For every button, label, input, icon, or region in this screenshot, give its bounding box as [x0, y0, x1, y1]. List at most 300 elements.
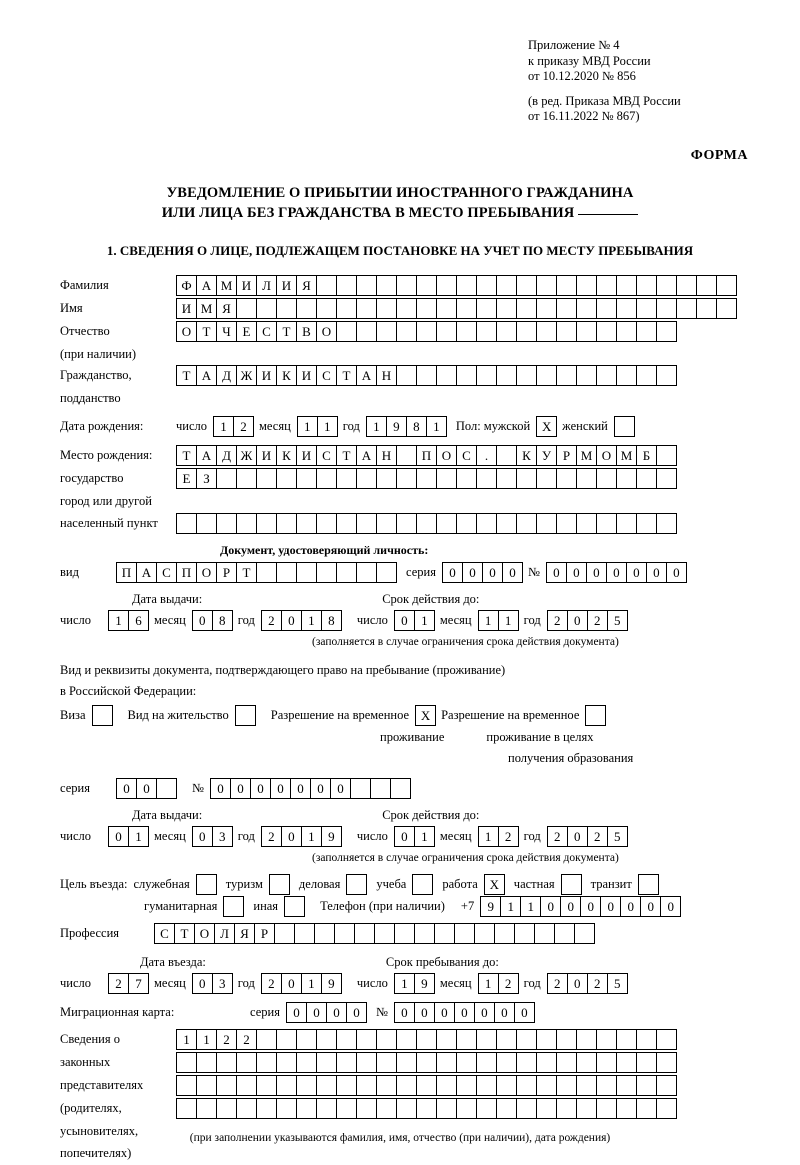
form-cell[interactable]: [696, 275, 717, 296]
form-cell[interactable]: 2: [236, 1029, 257, 1050]
form-cell[interactable]: 0: [310, 778, 331, 799]
form-cell[interactable]: [216, 1075, 237, 1096]
form-cell[interactable]: В: [296, 321, 317, 342]
form-cell[interactable]: [596, 298, 617, 319]
form-cell[interactable]: З: [196, 468, 217, 489]
form-cell[interactable]: [456, 275, 477, 296]
form-cell[interactable]: [396, 321, 417, 342]
form-cell[interactable]: [376, 513, 397, 534]
form-cell[interactable]: [676, 298, 697, 319]
form-cell[interactable]: [336, 275, 357, 296]
form-cell[interactable]: [476, 1052, 497, 1073]
form-cell[interactable]: [596, 275, 617, 296]
form-cell[interactable]: [376, 298, 397, 319]
purpose-other-checkbox[interactable]: [284, 896, 304, 917]
form-cell[interactable]: [256, 298, 277, 319]
form-cell[interactable]: [176, 1098, 197, 1119]
doc-valid-year-input[interactable]: [547, 610, 627, 631]
form-cell[interactable]: [284, 896, 305, 917]
form-cell[interactable]: [638, 874, 659, 895]
form-cell[interactable]: [556, 275, 577, 296]
form-cell[interactable]: [556, 1098, 577, 1119]
edu-residence-checkbox[interactable]: [585, 705, 605, 726]
form-cell[interactable]: [296, 468, 317, 489]
purpose-transit-checkbox[interactable]: [638, 874, 658, 895]
form-cell[interactable]: 0: [442, 562, 463, 583]
form-cell[interactable]: [516, 365, 537, 386]
form-cell[interactable]: 0: [546, 562, 567, 583]
purpose-official-checkbox[interactable]: [196, 874, 216, 895]
purpose-tourism-checkbox[interactable]: [269, 874, 289, 895]
form-cell[interactable]: С: [154, 923, 175, 944]
form-cell[interactable]: [516, 1098, 537, 1119]
form-cell[interactable]: Б: [636, 445, 657, 466]
form-cell[interactable]: [316, 275, 337, 296]
form-cell[interactable]: 5: [607, 610, 628, 631]
form-cell[interactable]: [716, 275, 737, 296]
name-input[interactable]: [176, 298, 736, 319]
form-cell[interactable]: 2: [261, 973, 282, 994]
form-cell[interactable]: [236, 513, 257, 534]
form-cell[interactable]: [356, 321, 377, 342]
form-cell[interactable]: [476, 513, 497, 534]
form-cell[interactable]: 0: [474, 1002, 495, 1023]
form-cell[interactable]: Я: [216, 298, 237, 319]
form-cell[interactable]: [476, 321, 497, 342]
form-cell[interactable]: 0: [600, 896, 621, 917]
form-cell[interactable]: [176, 513, 197, 534]
form-cell[interactable]: [456, 1052, 477, 1073]
form-cell[interactable]: Л: [256, 275, 277, 296]
form-cell[interactable]: [236, 1098, 257, 1119]
form-cell[interactable]: 0: [567, 610, 588, 631]
form-cell[interactable]: [636, 468, 657, 489]
form-cell[interactable]: [356, 1052, 377, 1073]
form-cell[interactable]: [92, 705, 113, 726]
form-cell[interactable]: [276, 1075, 297, 1096]
form-cell[interactable]: [614, 416, 635, 437]
permission-series-input[interactable]: [116, 778, 176, 799]
form-cell[interactable]: [256, 1052, 277, 1073]
form-cell[interactable]: [456, 468, 477, 489]
form-cell[interactable]: [436, 1075, 457, 1096]
perm-valid-month-input[interactable]: [478, 826, 518, 847]
form-cell[interactable]: [316, 1052, 337, 1073]
form-cell[interactable]: [416, 365, 437, 386]
form-cell[interactable]: 0: [306, 1002, 327, 1023]
form-cell[interactable]: [516, 513, 537, 534]
form-cell[interactable]: [256, 562, 277, 583]
form-cell[interactable]: [516, 298, 537, 319]
form-cell[interactable]: [496, 365, 517, 386]
doc-series-input[interactable]: [442, 562, 522, 583]
form-cell[interactable]: 1: [317, 416, 338, 437]
form-cell[interactable]: [561, 874, 582, 895]
legal-rep-input-2[interactable]: [176, 1052, 676, 1073]
form-cell[interactable]: [356, 275, 377, 296]
form-cell[interactable]: [256, 468, 277, 489]
migration-series-input[interactable]: [286, 1002, 366, 1023]
form-cell[interactable]: [456, 1075, 477, 1096]
form-cell[interactable]: [516, 275, 537, 296]
form-cell[interactable]: [496, 1075, 517, 1096]
form-cell[interactable]: 0: [281, 610, 302, 631]
form-cell[interactable]: 0: [394, 826, 415, 847]
form-cell[interactable]: [436, 1029, 457, 1050]
form-cell[interactable]: 2: [261, 610, 282, 631]
form-cell[interactable]: 1: [196, 1029, 217, 1050]
form-cell[interactable]: [316, 298, 337, 319]
form-cell[interactable]: 2: [498, 826, 519, 847]
form-cell[interactable]: [436, 298, 457, 319]
form-cell[interactable]: 0: [540, 896, 561, 917]
phone-input[interactable]: [480, 896, 680, 917]
form-cell[interactable]: [496, 321, 517, 342]
sex-female-checkbox[interactable]: [614, 416, 634, 437]
form-cell[interactable]: [596, 1075, 617, 1096]
form-cell[interactable]: [276, 468, 297, 489]
form-cell[interactable]: [574, 923, 595, 944]
form-cell[interactable]: [616, 365, 637, 386]
form-cell[interactable]: 6: [128, 610, 149, 631]
form-cell[interactable]: [294, 923, 315, 944]
form-cell[interactable]: [236, 468, 257, 489]
form-cell[interactable]: [516, 321, 537, 342]
form-cell[interactable]: 0: [454, 1002, 475, 1023]
form-cell[interactable]: А: [356, 445, 377, 466]
form-cell[interactable]: 1: [394, 973, 415, 994]
form-cell[interactable]: 2: [216, 1029, 237, 1050]
form-cell[interactable]: [256, 1029, 277, 1050]
form-cell[interactable]: [514, 923, 535, 944]
form-cell[interactable]: [496, 1052, 517, 1073]
form-cell[interactable]: [276, 513, 297, 534]
form-cell[interactable]: [236, 298, 257, 319]
form-cell[interactable]: [536, 365, 557, 386]
form-cell[interactable]: 1: [478, 826, 499, 847]
form-cell[interactable]: П: [416, 445, 437, 466]
form-cell[interactable]: [350, 778, 371, 799]
form-cell[interactable]: Н: [376, 445, 397, 466]
form-cell[interactable]: [456, 298, 477, 319]
form-cell[interactable]: А: [356, 365, 377, 386]
form-cell[interactable]: [416, 468, 437, 489]
form-cell[interactable]: Я: [234, 923, 255, 944]
form-cell[interactable]: 3: [212, 826, 233, 847]
form-cell[interactable]: [456, 513, 477, 534]
form-cell[interactable]: [416, 513, 437, 534]
form-cell[interactable]: [396, 1029, 417, 1050]
birthplace-city-input-2[interactable]: [176, 513, 676, 534]
form-cell[interactable]: И: [296, 365, 317, 386]
form-cell[interactable]: [596, 1052, 617, 1073]
form-cell[interactable]: [336, 1029, 357, 1050]
form-cell[interactable]: П: [176, 562, 197, 583]
form-cell[interactable]: [396, 1052, 417, 1073]
form-cell[interactable]: С: [316, 445, 337, 466]
form-cell[interactable]: [576, 321, 597, 342]
form-cell[interactable]: [596, 1029, 617, 1050]
form-cell[interactable]: [656, 1075, 677, 1096]
form-cell[interactable]: [176, 1075, 197, 1096]
form-cell[interactable]: [636, 365, 657, 386]
form-cell[interactable]: [536, 1098, 557, 1119]
form-cell[interactable]: [196, 874, 217, 895]
form-cell[interactable]: Д: [216, 445, 237, 466]
form-cell[interactable]: 1: [176, 1029, 197, 1050]
form-cell[interactable]: [456, 1029, 477, 1050]
form-cell[interactable]: [534, 923, 555, 944]
form-cell[interactable]: [256, 1098, 277, 1119]
form-cell[interactable]: [416, 1029, 437, 1050]
surname-input[interactable]: [176, 275, 736, 296]
form-cell[interactable]: М: [616, 445, 637, 466]
form-cell[interactable]: [396, 468, 417, 489]
form-cell[interactable]: Т: [174, 923, 195, 944]
form-cell[interactable]: [269, 874, 290, 895]
form-cell[interactable]: О: [596, 445, 617, 466]
form-cell[interactable]: [416, 1075, 437, 1096]
form-cell[interactable]: 0: [567, 973, 588, 994]
form-cell[interactable]: [376, 1075, 397, 1096]
form-cell[interactable]: [256, 513, 277, 534]
form-cell[interactable]: [656, 445, 677, 466]
form-cell[interactable]: [434, 923, 455, 944]
form-cell[interactable]: Е: [236, 321, 257, 342]
form-cell[interactable]: [396, 1075, 417, 1096]
form-cell[interactable]: 0: [192, 973, 213, 994]
doc-type-input[interactable]: [116, 562, 396, 583]
purpose-work-checkbox[interactable]: [484, 874, 504, 895]
form-cell[interactable]: 1: [213, 416, 234, 437]
patronymic-input[interactable]: [176, 321, 676, 342]
form-cell[interactable]: 1: [414, 610, 435, 631]
form-cell[interactable]: [536, 321, 557, 342]
form-cell[interactable]: Т: [196, 321, 217, 342]
form-cell[interactable]: [216, 1098, 237, 1119]
form-cell[interactable]: 0: [606, 562, 627, 583]
form-cell[interactable]: Р: [556, 445, 577, 466]
entry-year-input[interactable]: [261, 973, 341, 994]
birthplace-state-input[interactable]: [176, 445, 676, 466]
form-cell[interactable]: [585, 705, 606, 726]
form-cell[interactable]: [636, 321, 657, 342]
form-cell[interactable]: 0: [192, 826, 213, 847]
form-cell[interactable]: [416, 1098, 437, 1119]
form-cell[interactable]: [436, 1098, 457, 1119]
form-cell[interactable]: 0: [270, 778, 291, 799]
form-cell[interactable]: [616, 1052, 637, 1073]
form-cell[interactable]: 0: [290, 778, 311, 799]
form-cell[interactable]: С: [456, 445, 477, 466]
birth-day-input[interactable]: [213, 416, 253, 437]
form-cell[interactable]: [223, 896, 244, 917]
form-cell[interactable]: [416, 321, 437, 342]
form-cell[interactable]: [596, 321, 617, 342]
form-cell[interactable]: 0: [640, 896, 661, 917]
form-cell[interactable]: 0: [502, 562, 523, 583]
entry-month-input[interactable]: [192, 973, 232, 994]
form-cell[interactable]: [236, 1052, 257, 1073]
form-cell[interactable]: 0: [620, 896, 641, 917]
form-cell[interactable]: 8: [406, 416, 427, 437]
form-cell[interactable]: [394, 923, 415, 944]
perm-valid-year-input[interactable]: [547, 826, 627, 847]
form-cell[interactable]: 0: [330, 778, 351, 799]
form-cell[interactable]: [156, 778, 177, 799]
form-cell[interactable]: 2: [108, 973, 129, 994]
form-cell[interactable]: [196, 1052, 217, 1073]
form-cell[interactable]: [636, 1029, 657, 1050]
form-cell[interactable]: Д: [216, 365, 237, 386]
form-cell[interactable]: 7: [128, 973, 149, 994]
form-cell[interactable]: [436, 468, 457, 489]
form-cell[interactable]: 1: [301, 826, 322, 847]
form-cell[interactable]: [476, 1098, 497, 1119]
form-cell[interactable]: [316, 1098, 337, 1119]
form-cell[interactable]: 1: [478, 610, 499, 631]
form-cell[interactable]: [436, 1052, 457, 1073]
form-cell[interactable]: [296, 1098, 317, 1119]
form-cell[interactable]: [536, 513, 557, 534]
perm-issue-month-input[interactable]: [192, 826, 232, 847]
form-cell[interactable]: [576, 1098, 597, 1119]
form-cell[interactable]: [656, 275, 677, 296]
migration-number-input[interactable]: [394, 1002, 534, 1023]
form-cell[interactable]: Ч: [216, 321, 237, 342]
form-cell[interactable]: Т: [336, 365, 357, 386]
form-cell[interactable]: [376, 321, 397, 342]
stay-month-input[interactable]: [478, 973, 518, 994]
form-cell[interactable]: 0: [566, 562, 587, 583]
form-cell[interactable]: 9: [321, 826, 342, 847]
form-cell[interactable]: Т: [236, 562, 257, 583]
form-cell[interactable]: [256, 1075, 277, 1096]
residence-permit-checkbox[interactable]: [235, 705, 255, 726]
form-cell[interactable]: [196, 513, 217, 534]
form-cell[interactable]: Т: [276, 321, 297, 342]
form-cell[interactable]: Р: [254, 923, 275, 944]
form-cell[interactable]: [496, 1098, 517, 1119]
form-cell[interactable]: [496, 298, 517, 319]
form-cell[interactable]: 1: [301, 973, 322, 994]
form-cell[interactable]: [556, 1029, 577, 1050]
form-cell[interactable]: [596, 468, 617, 489]
form-cell[interactable]: 0: [434, 1002, 455, 1023]
form-cell[interactable]: 1: [478, 973, 499, 994]
form-cell[interactable]: [616, 275, 637, 296]
form-cell[interactable]: [416, 298, 437, 319]
form-cell[interactable]: Т: [176, 445, 197, 466]
form-cell[interactable]: 1: [297, 416, 318, 437]
form-cell[interactable]: [390, 778, 411, 799]
form-cell[interactable]: [376, 468, 397, 489]
form-cell[interactable]: 3: [212, 973, 233, 994]
form-cell[interactable]: [636, 298, 657, 319]
form-cell[interactable]: 1: [520, 896, 541, 917]
form-cell[interactable]: [616, 513, 637, 534]
form-cell[interactable]: [396, 513, 417, 534]
form-cell[interactable]: [296, 562, 317, 583]
doc-issue-month-input[interactable]: [192, 610, 232, 631]
form-cell[interactable]: [494, 923, 515, 944]
form-cell[interactable]: [496, 275, 517, 296]
form-cell[interactable]: [716, 298, 737, 319]
form-cell[interactable]: [656, 321, 677, 342]
visa-checkbox[interactable]: [92, 705, 112, 726]
form-cell[interactable]: [296, 1052, 317, 1073]
form-cell[interactable]: Х: [484, 874, 505, 895]
form-cell[interactable]: 9: [414, 973, 435, 994]
form-cell[interactable]: [576, 298, 597, 319]
form-cell[interactable]: [356, 1075, 377, 1096]
form-cell[interactable]: 0: [286, 1002, 307, 1023]
form-cell[interactable]: 0: [281, 826, 302, 847]
form-cell[interactable]: [656, 1098, 677, 1119]
form-cell[interactable]: Е: [176, 468, 197, 489]
form-cell[interactable]: [414, 923, 435, 944]
form-cell[interactable]: [276, 562, 297, 583]
form-cell[interactable]: [516, 1075, 537, 1096]
form-cell[interactable]: 0: [108, 826, 129, 847]
form-cell[interactable]: [616, 468, 637, 489]
form-cell[interactable]: [596, 513, 617, 534]
purpose-business-checkbox[interactable]: [346, 874, 366, 895]
form-cell[interactable]: [356, 562, 377, 583]
form-cell[interactable]: [274, 923, 295, 944]
form-cell[interactable]: [336, 298, 357, 319]
form-cell[interactable]: 1: [366, 416, 387, 437]
form-cell[interactable]: Ж: [236, 445, 257, 466]
form-cell[interactable]: А: [196, 365, 217, 386]
form-cell[interactable]: 0: [136, 778, 157, 799]
form-cell[interactable]: С: [156, 562, 177, 583]
form-cell[interactable]: [476, 275, 497, 296]
form-cell[interactable]: 0: [210, 778, 231, 799]
form-cell[interactable]: [436, 275, 457, 296]
form-cell[interactable]: [296, 1075, 317, 1096]
form-cell[interactable]: [356, 1029, 377, 1050]
form-cell[interactable]: [336, 1098, 357, 1119]
form-cell[interactable]: [536, 1075, 557, 1096]
stay-year-input[interactable]: [547, 973, 627, 994]
form-cell[interactable]: 0: [560, 896, 581, 917]
form-cell[interactable]: 1: [301, 610, 322, 631]
form-cell[interactable]: 1: [498, 610, 519, 631]
form-cell[interactable]: О: [316, 321, 337, 342]
form-cell[interactable]: [196, 1075, 217, 1096]
form-cell[interactable]: [576, 468, 597, 489]
form-cell[interactable]: [436, 513, 457, 534]
form-cell[interactable]: И: [276, 275, 297, 296]
form-cell[interactable]: [396, 1098, 417, 1119]
legal-rep-input-4[interactable]: [176, 1098, 676, 1119]
form-cell[interactable]: [396, 445, 417, 466]
form-cell[interactable]: 0: [230, 778, 251, 799]
form-cell[interactable]: Х: [536, 416, 557, 437]
form-cell[interactable]: [656, 365, 677, 386]
form-cell[interactable]: И: [256, 365, 277, 386]
form-cell[interactable]: [476, 298, 497, 319]
form-cell[interactable]: 0: [192, 610, 213, 631]
form-cell[interactable]: [476, 365, 497, 386]
form-cell[interactable]: [656, 298, 677, 319]
form-cell[interactable]: [376, 1052, 397, 1073]
form-cell[interactable]: 1: [414, 826, 435, 847]
form-cell[interactable]: 0: [414, 1002, 435, 1023]
form-cell[interactable]: [336, 321, 357, 342]
form-cell[interactable]: [596, 365, 617, 386]
